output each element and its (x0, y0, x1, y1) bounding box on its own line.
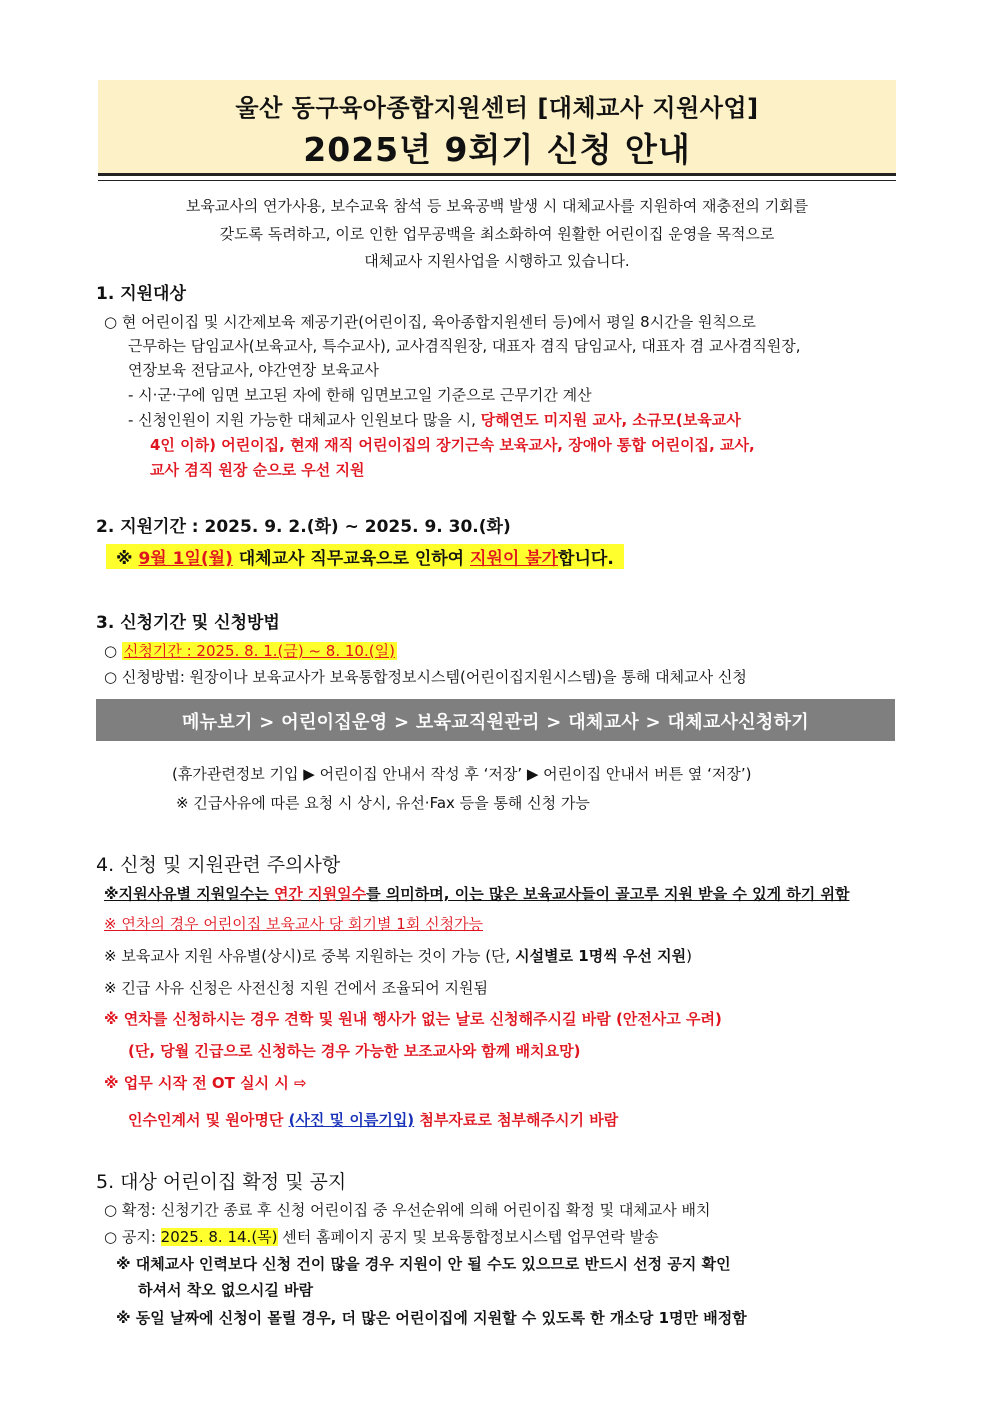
s3-note-2: ※ 긴급사유에 따른 요청 시 상시, 유선·Fax 등을 통해 신청 가능 (176, 794, 590, 812)
s4-note-2-text: ※ 연차의 경우 어린이집 보육교사 당 회기별 1회 신청가능 (104, 915, 484, 933)
s5-line-1: ○ 확정: 신청기간 종료 후 신청 어린이집 중 우선순위에 의해 어린이집 확정 및 대체교사 배치 (104, 1201, 711, 1219)
s4-note-8-photo: (사진 및 이름기입) (288, 1111, 415, 1129)
section4-heading: 4. 신청 및 지원관련 주의사항 (96, 854, 341, 876)
s5-line-2 (104, 1226, 659, 1247)
intro-line-3: 대체교사 지원사업을 시행하고 있습니다. (364, 252, 630, 270)
s2-notice-unavailable: 지원이 불가 (470, 549, 559, 569)
s3-period-text: 신청기간 : 2025. 8. 1.(금) ~ 8. 10.(일) (123, 642, 395, 660)
intro-line-1: 보육교사의 연가사용, 보수교육 참석 등 보육공백 발생 시 대체교사를 지원하여 재충전의 기회를 (185, 197, 809, 215)
s3-method: ○ 신청방법: 원장이나 보육교사가 보육통합정보시스템(어린이집지원시스템)을 통해 대체교사 신청 (104, 668, 747, 686)
s4-note-2 (104, 913, 483, 934)
s2-notice-mark: ※ (116, 549, 139, 569)
title-box (98, 80, 896, 176)
s5-notice-date: 2025. 8. 14.(목) (160, 1228, 278, 1246)
menu-path: 메뉴보기 > 어린이집운영 > 보육교직원관리 > 대체교사 > 대체교사신청하기 (181, 712, 809, 733)
s2-notice (106, 544, 624, 569)
s5-line-2c: 센터 홈페이지 공지 및 보육통합정보시스텝 업무연락 발송 (277, 1228, 659, 1246)
s4-note-6: (단, 당월 긴급으로 신청하는 경우 가능한 보조교사와 함께 배치요망) (128, 1042, 581, 1060)
s5-line-2a: ○ 공지: (104, 1228, 161, 1246)
s4-note-3c: ) (686, 947, 692, 965)
s4-note-5: ※ 연차를 신청하시는 경우 견학 및 원내 행사가 없는 날로 신청해주시길 바람 (안전사고 우려) (104, 1010, 722, 1028)
s4-note-8 (128, 1109, 618, 1130)
s2-notice-middle: 대체교사 직무교육으로 인하여 (232, 549, 471, 569)
s4-note-7: ※ 업무 시작 전 OT 실시 시 ⇨ (104, 1074, 307, 1092)
title-line-2: 2025년 9회기 신청 안내 (303, 130, 691, 169)
s3-period-line (104, 640, 397, 661)
s1-line-6: 4인 이하) 어린이집, 현재 재직 어린이집의 장기근속 보육교사, 장애아 통합 어린이집, 교사, (150, 436, 755, 454)
s4-note-1a: ※지원사유별 지원일수는 (104, 885, 274, 903)
s1-line-5-priority: 당해연도 미지원 교사, 소규모(보육교사 (480, 411, 741, 429)
s1-line-4: - 시·군·구에 임면 보고된 자에 한해 임면보고일 기준으로 근무기간 계산 (128, 386, 592, 404)
s4-note-1 (104, 883, 849, 904)
s3-period-bullet: ○ (104, 642, 122, 660)
s4-note-3 (104, 945, 692, 966)
s2-notice-date: 9월 1일(월) (138, 549, 233, 569)
s4-note-1-annual: 연간 지원일수 (273, 885, 367, 903)
s4-note-8a: 인수인계서 및 원아명단 (128, 1111, 289, 1129)
s4-note-1c: 를 의미하며, 이는 많은 보육교사들이 골고루 지원 받을 수 있게 하기 위함 (366, 885, 850, 903)
s2-notice-end: 합니다. (558, 549, 614, 569)
s3-period (122, 642, 397, 660)
s5-line-5: ※ 동일 날짜에 신청이 몰릴 경우, 더 많은 어린이집에 지원할 수 있도록 한 개소당 1명만 배정함 (116, 1309, 747, 1327)
section5-heading: 5. 대상 어린이집 확정 및 공지 (96, 1171, 347, 1193)
s1-line-3: 연장보육 전담교사, 야간연장 보육교사 (128, 361, 379, 379)
s5-line-4: 하셔서 착오 없으시길 바람 (138, 1281, 314, 1299)
s5-line-3: ※ 대체교사 인력보다 신청 건이 많을 경우 지원이 안 될 수도 있으므로 반드시 선정 공지 확인 (116, 1255, 731, 1273)
s1-line-5 (128, 409, 741, 430)
s4-note-3b: 시설별로 1명씩 우선 지원 (515, 947, 687, 965)
section1-heading: 1. 지원대상 (96, 284, 186, 304)
section2-heading: 2. 지원기간 : 2025. 9. 2.(화) ~ 2025. 9. 30.(화) (96, 517, 511, 537)
s1-line-1: ○ 현 어린이집 및 시간제보육 제공기관(어린이집, 육아종합지원센터 등)에서 평일 8시간을 원칙으로 (104, 313, 756, 331)
section3-heading: 3. 신청기간 및 신청방법 (96, 613, 280, 633)
menu-path-bar (96, 699, 895, 741)
s1-line-2: 근무하는 담임교사(보육교사, 특수교사), 교사겸직원장, 대표자 겸직 담임교사, 대표자 겸 교사겸직원장, (128, 337, 801, 355)
intro-line-2: 갖도록 독려하고, 이로 인한 업무공백을 최소화하여 원활한 어린이집 운영을 목적으로 (219, 225, 775, 243)
s4-note-4: ※ 긴급 사유 신청은 사전신청 지원 건에서 조율되어 지원됨 (104, 979, 488, 997)
s1-line-5-plain: - 신청인원이 지원 가능한 대체교사 인원보다 많을 시, (128, 411, 481, 429)
title-line-1: 울산 동구육아종합지원센터 [대체교사 지원사업] (235, 94, 759, 122)
s4-note-8c: 첨부자료로 첨부해주시기 바람 (414, 1111, 619, 1129)
s3-note-1: (휴가관련정보 기입 ▶ 어린이집 안내서 작성 후 ‘저장’ ▶ 어린이집 안내서 버튼 옆 ‘저장’) (172, 765, 752, 783)
s1-line-7: 교사 겸직 원장 순으로 우선 지원 (150, 461, 365, 479)
s4-note-3a: ※ 보육교사 지원 사유별(상시)로 중복 지원하는 것이 가능 (단, (104, 947, 516, 965)
